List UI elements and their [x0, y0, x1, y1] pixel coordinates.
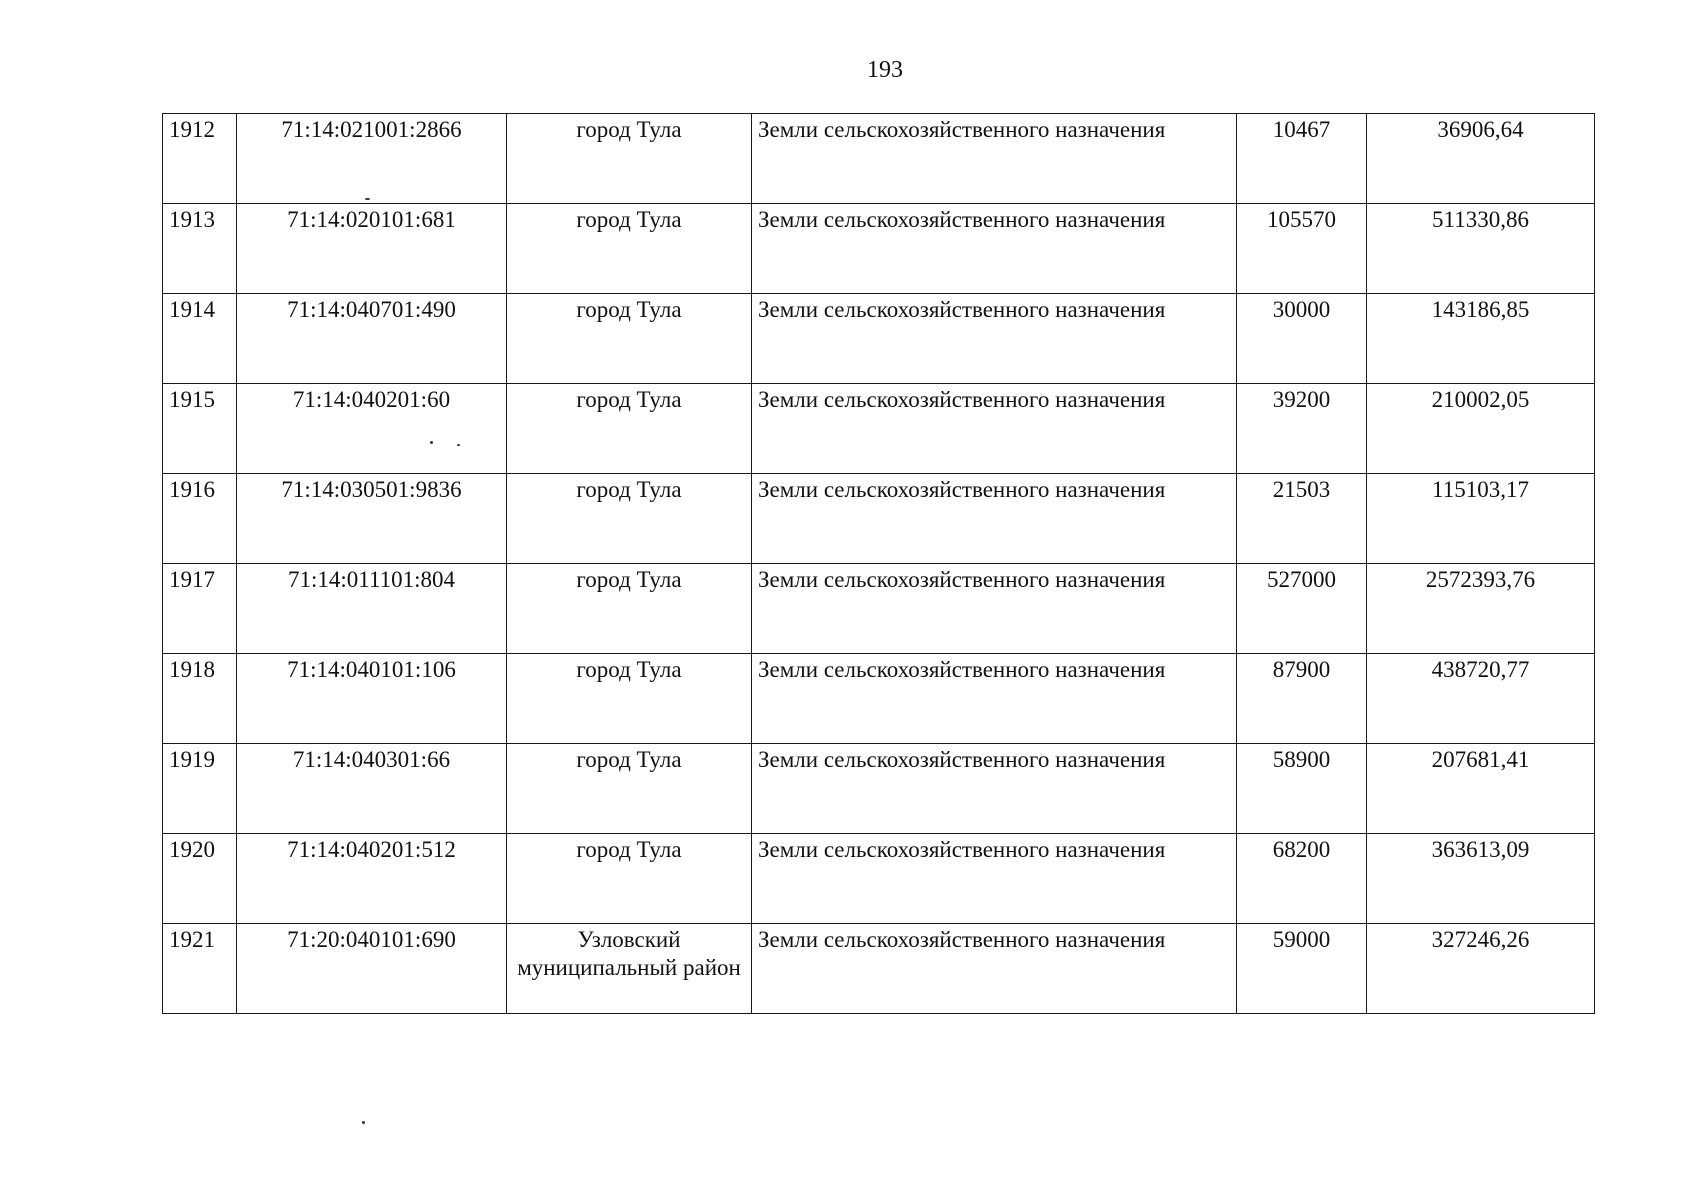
- cadastral-value: 207681,41: [1367, 744, 1595, 834]
- area: 10467: [1237, 114, 1367, 204]
- cadastral-number: 71:14:040301:66: [237, 744, 507, 834]
- area: 59000: [1237, 924, 1367, 1014]
- row-number: 1913: [163, 204, 237, 294]
- area: 68200: [1237, 834, 1367, 924]
- table-row: [163, 564, 1595, 654]
- municipality: город Тула: [507, 204, 752, 294]
- municipality: город Тула: [507, 654, 752, 744]
- municipality: город Тула: [507, 834, 752, 924]
- table-row: [163, 744, 1595, 834]
- cadastral-value: 363613,09: [1367, 834, 1595, 924]
- area: 58900: [1237, 744, 1367, 834]
- cadastral-value: 511330,86: [1367, 204, 1595, 294]
- cadastral-value: 438720,77: [1367, 654, 1595, 744]
- row-number: 1920: [163, 834, 237, 924]
- table-row: [163, 114, 1595, 204]
- land-category: Земли сельскохозяйственного назначения: [752, 384, 1237, 474]
- cadastral-number: 71:14:040101:106: [237, 654, 507, 744]
- land-category: Земли сельскохозяйственного назначения: [752, 204, 1237, 294]
- table-row: [163, 474, 1595, 564]
- scan-speck: [365, 198, 370, 200]
- scan-speck: [430, 441, 433, 444]
- cadastral-value: 115103,17: [1367, 474, 1595, 564]
- table-row: [163, 834, 1595, 924]
- cadastral-number: 71:14:011101:804: [237, 564, 507, 654]
- table-row: [163, 924, 1595, 1014]
- table-row: [163, 294, 1595, 384]
- row-number: 1921: [163, 924, 237, 1014]
- cadastral-value: 2572393,76: [1367, 564, 1595, 654]
- row-number: 1916: [163, 474, 237, 564]
- row-number: 1919: [163, 744, 237, 834]
- municipality: город Тула: [507, 114, 752, 204]
- area: 39200: [1237, 384, 1367, 474]
- municipality: город Тула: [507, 474, 752, 564]
- area: 21503: [1237, 474, 1367, 564]
- cadastral-number: 71:20:040101:690: [237, 924, 507, 1014]
- row-number: 1912: [163, 114, 237, 204]
- cadastral-number: 71:14:020101:681: [237, 204, 507, 294]
- area: 87900: [1237, 654, 1367, 744]
- cadastral-number: 71:14:021001:2866: [237, 114, 507, 204]
- land-category: Земли сельскохозяйственного назначения: [752, 474, 1237, 564]
- scan-speck: [362, 1121, 365, 1124]
- land-category: Земли сельскохозяйственного назначения: [752, 654, 1237, 744]
- cadastral-number: 71:14:040201:60: [237, 384, 507, 474]
- cadastral-number: 71:14:030501:9836: [237, 474, 507, 564]
- cadastral-number: 71:14:040701:490: [237, 294, 507, 384]
- cadastral-value: 143186,85: [1367, 294, 1595, 384]
- land-plot-table: [162, 113, 1595, 1014]
- land-category: Земли сельскохозяйственного назначения: [752, 114, 1237, 204]
- page-number: 193: [867, 57, 903, 83]
- land-category: Земли сельскохозяйственного назначения: [752, 744, 1237, 834]
- row-number: 1917: [163, 564, 237, 654]
- land-category: Земли сельскохозяйственного назначения: [752, 834, 1237, 924]
- area: 30000: [1237, 294, 1367, 384]
- table-row: [163, 204, 1595, 294]
- land-category: Земли сельскохозяйственного назначения: [752, 924, 1237, 1014]
- row-number: 1915: [163, 384, 237, 474]
- row-number: 1918: [163, 654, 237, 744]
- land-category: Земли сельскохозяйственного назначения: [752, 564, 1237, 654]
- cadastral-value: 327246,26: [1367, 924, 1595, 1014]
- municipality: город Тула: [507, 384, 752, 474]
- municipality: город Тула: [507, 564, 752, 654]
- scan-speck: [457, 444, 460, 446]
- cadastral-value: 210002,05: [1367, 384, 1595, 474]
- cadastral-number: 71:14:040201:512: [237, 834, 507, 924]
- municipality: город Тула: [507, 744, 752, 834]
- table-row: [163, 384, 1595, 474]
- area: 105570: [1237, 204, 1367, 294]
- table-row: [163, 654, 1595, 744]
- cadastral-value: 36906,64: [1367, 114, 1595, 204]
- municipality: город Тула: [507, 294, 752, 384]
- land-category: Земли сельскохозяйственного назначения: [752, 294, 1237, 384]
- area: 527000: [1237, 564, 1367, 654]
- municipality: Узловский муниципальный район: [507, 924, 752, 1014]
- row-number: 1914: [163, 294, 237, 384]
